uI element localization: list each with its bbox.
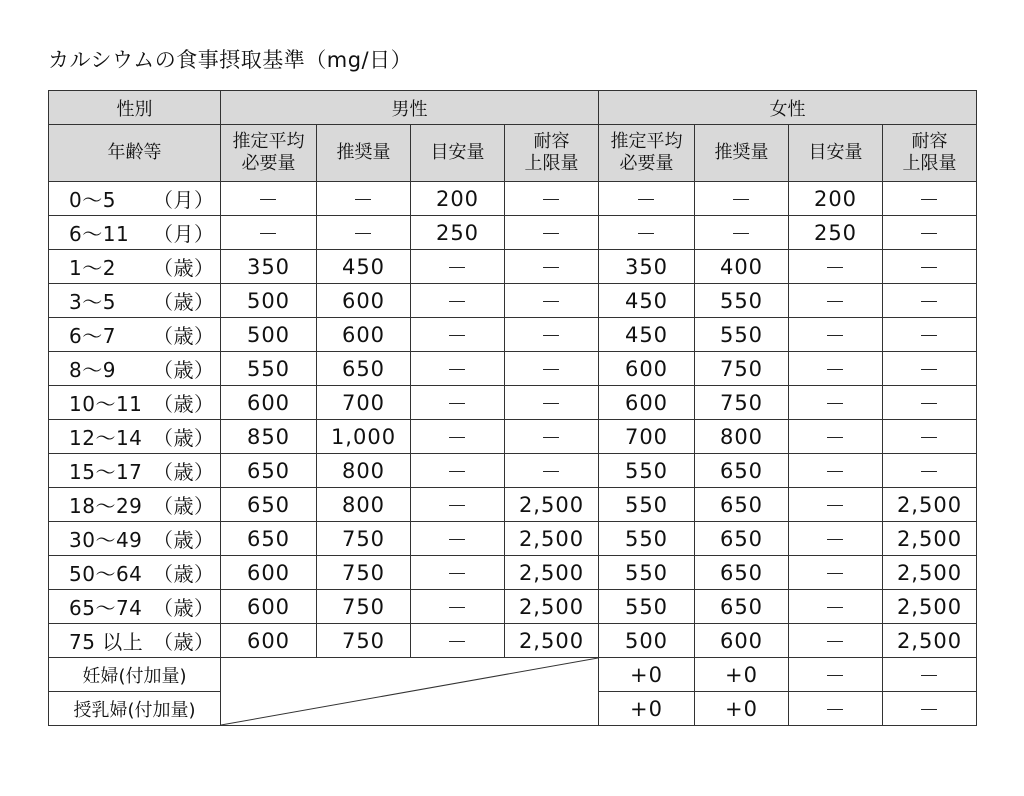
value-cell: － (411, 522, 505, 556)
value-cell: +0 (599, 658, 695, 692)
value-cell: － (789, 318, 883, 352)
value-cell: － (505, 182, 599, 216)
table-row (49, 624, 977, 658)
age-cell (49, 250, 221, 284)
value-cell: 2,500 (883, 624, 977, 658)
value-cell: 450 (317, 250, 411, 284)
age-range: 8～9 (69, 358, 116, 382)
column-header-line: 上限量 (902, 153, 957, 174)
value-cell: 600 (221, 590, 317, 624)
value-cell: 800 (695, 420, 789, 454)
value-cell: － (505, 420, 599, 454)
table-row (49, 556, 977, 590)
value-cell: 550 (599, 590, 695, 624)
value-cell: 800 (317, 454, 411, 488)
value-cell: － (789, 624, 883, 658)
value-cell: － (599, 216, 695, 250)
column-header-line: 耐容 (911, 131, 948, 152)
value-cell: 600 (695, 624, 789, 658)
value-cell: － (411, 488, 505, 522)
table-row (49, 522, 977, 556)
table-row (49, 318, 977, 352)
column-header (411, 125, 505, 182)
age-range: 1～2 (69, 256, 116, 280)
value-cell: 2,500 (505, 488, 599, 522)
value-cell: 650 (695, 556, 789, 590)
value-cell: － (883, 658, 977, 692)
value-cell: － (789, 590, 883, 624)
value-cell: － (883, 284, 977, 318)
value-cell: 550 (695, 284, 789, 318)
age-range: 12～14 (69, 426, 143, 450)
value-cell: 200 (789, 182, 883, 216)
value-cell: － (505, 216, 599, 250)
diagonal-slash (221, 658, 598, 725)
age-unit: （歳） (153, 460, 215, 484)
column-header-line: 推定平均 (610, 131, 683, 152)
age-unit: （月） (153, 188, 215, 212)
value-cell: － (317, 216, 411, 250)
value-cell: 850 (221, 420, 317, 454)
value-cell: － (505, 250, 599, 284)
table-row (49, 352, 977, 386)
age-unit: （歳） (153, 392, 215, 416)
value-cell: 2,500 (883, 488, 977, 522)
value-cell: 750 (317, 590, 411, 624)
value-cell: 250 (789, 216, 883, 250)
value-cell: － (883, 692, 977, 726)
value-cell: － (789, 522, 883, 556)
age-unit: （歳） (153, 324, 215, 348)
age-cell (49, 454, 221, 488)
column-header (883, 125, 977, 182)
value-cell: － (411, 624, 505, 658)
age-cell (49, 318, 221, 352)
value-cell: 750 (317, 624, 411, 658)
value-cell: － (883, 182, 977, 216)
value-cell: 2,500 (505, 624, 599, 658)
value-cell: 650 (695, 522, 789, 556)
value-cell: 500 (221, 318, 317, 352)
value-cell: 400 (695, 250, 789, 284)
value-cell: － (411, 454, 505, 488)
age-unit: （歳） (153, 426, 215, 450)
table-row (49, 386, 977, 420)
value-cell: － (695, 182, 789, 216)
value-cell: 650 (695, 590, 789, 624)
column-header-line: 推奨量 (714, 142, 769, 163)
age-unit: （歳） (153, 528, 215, 552)
value-cell: － (411, 556, 505, 590)
value-cell: 550 (695, 318, 789, 352)
age-unit: （歳） (153, 596, 215, 620)
column-header (221, 125, 317, 182)
value-cell: － (599, 182, 695, 216)
value-cell: － (883, 454, 977, 488)
age-cell (49, 624, 221, 658)
value-cell: － (789, 386, 883, 420)
value-cell: － (411, 420, 505, 454)
age-header: 年齢等 (49, 125, 221, 182)
table-row (49, 590, 977, 624)
value-cell: 750 (695, 386, 789, 420)
age-unit: （歳） (153, 358, 215, 382)
age-range: 18～29 (69, 494, 143, 518)
value-cell: 2,500 (505, 522, 599, 556)
column-header-line: 必要量 (241, 153, 296, 174)
value-cell: +0 (695, 658, 789, 692)
value-cell: 600 (221, 624, 317, 658)
age-range: 30～49 (69, 528, 143, 552)
column-header-line: 推奨量 (336, 142, 391, 163)
value-cell: 2,500 (505, 590, 599, 624)
value-cell: － (411, 318, 505, 352)
age-cell (49, 590, 221, 624)
column-header (505, 125, 599, 182)
column-header-line: 上限量 (524, 153, 579, 174)
table-row (49, 216, 977, 250)
value-cell: 600 (317, 318, 411, 352)
age-cell (49, 352, 221, 386)
age-unit: （歳） (153, 494, 215, 518)
value-cell: 600 (221, 556, 317, 590)
value-cell: +0 (695, 692, 789, 726)
header-row-sex (49, 91, 977, 125)
age-range: 15～17 (69, 460, 143, 484)
value-cell: 650 (317, 352, 411, 386)
value-cell: 750 (317, 522, 411, 556)
value-cell: 2,500 (505, 556, 599, 590)
column-header (599, 125, 695, 182)
age-unit: （歳） (153, 290, 215, 314)
age-cell (49, 420, 221, 454)
group-label-cell: 妊婦(付加量) (49, 658, 221, 692)
value-cell: 200 (411, 182, 505, 216)
value-cell: － (789, 250, 883, 284)
value-cell: 1,000 (317, 420, 411, 454)
table-row (49, 284, 977, 318)
value-cell: 650 (221, 488, 317, 522)
page-title: カルシウムの食事摂取基準（mg/日） (48, 48, 413, 72)
column-header (695, 125, 789, 182)
value-cell: 450 (599, 318, 695, 352)
value-cell: 550 (599, 488, 695, 522)
column-header-line: 目安量 (808, 142, 863, 163)
value-cell: － (789, 420, 883, 454)
value-cell: 650 (221, 522, 317, 556)
age-unit: （歳） (153, 630, 215, 654)
age-unit: （歳） (153, 562, 215, 586)
age-range: 0～5 (69, 188, 116, 212)
value-cell: 450 (599, 284, 695, 318)
value-cell: 600 (599, 386, 695, 420)
age-cell (49, 284, 221, 318)
table-row (49, 250, 977, 284)
value-cell: 2,500 (883, 590, 977, 624)
value-cell: 500 (599, 624, 695, 658)
calcium-intake-table (48, 90, 977, 726)
value-cell: － (505, 386, 599, 420)
value-cell: 700 (317, 386, 411, 420)
value-cell: － (789, 488, 883, 522)
value-cell: 750 (695, 352, 789, 386)
value-cell: － (411, 386, 505, 420)
value-cell: － (883, 216, 977, 250)
value-cell: 650 (695, 454, 789, 488)
value-cell: － (317, 182, 411, 216)
table-row (49, 420, 977, 454)
column-header-line: 耐容 (533, 131, 570, 152)
value-cell: － (883, 352, 977, 386)
value-cell: － (789, 352, 883, 386)
value-cell: － (411, 590, 505, 624)
value-cell: － (789, 556, 883, 590)
age-cell (49, 182, 221, 216)
column-header-line: 推定平均 (232, 131, 305, 152)
age-unit: （歳） (153, 256, 215, 280)
value-cell: － (411, 284, 505, 318)
value-cell: － (883, 250, 977, 284)
value-cell: 650 (221, 454, 317, 488)
value-cell: － (695, 216, 789, 250)
value-cell: － (789, 454, 883, 488)
value-cell: － (505, 454, 599, 488)
age-cell (49, 522, 221, 556)
value-cell: 2,500 (883, 556, 977, 590)
column-header (789, 125, 883, 182)
value-cell: － (505, 318, 599, 352)
female-header: 女性 (599, 91, 977, 125)
group-label-cell: 授乳婦(付加量) (49, 692, 221, 726)
age-range: 10～11 (69, 392, 143, 416)
value-cell: 750 (317, 556, 411, 590)
diagonal-line (221, 658, 598, 725)
age-unit: （月） (153, 222, 215, 246)
value-cell: 550 (221, 352, 317, 386)
age-range: 6～11 (69, 222, 130, 246)
value-cell: － (789, 658, 883, 692)
value-cell: － (505, 352, 599, 386)
value-cell: 500 (221, 284, 317, 318)
value-cell: － (789, 692, 883, 726)
value-cell: 350 (599, 250, 695, 284)
table-row (49, 182, 977, 216)
column-header-line: 目安量 (430, 142, 485, 163)
value-cell: 250 (411, 216, 505, 250)
age-cell (49, 386, 221, 420)
value-cell: － (411, 352, 505, 386)
age-range: 50～64 (69, 562, 143, 586)
age-range: 75 以上 (69, 630, 144, 654)
sex-header: 性別 (49, 91, 221, 125)
table-row (49, 488, 977, 522)
age-range: 65～74 (69, 596, 143, 620)
value-cell: 600 (221, 386, 317, 420)
value-cell: 700 (599, 420, 695, 454)
value-cell: 800 (317, 488, 411, 522)
value-cell: 550 (599, 522, 695, 556)
age-range: 3～5 (69, 290, 116, 314)
age-cell (49, 488, 221, 522)
value-cell: +0 (599, 692, 695, 726)
value-cell: － (221, 216, 317, 250)
value-cell: － (221, 182, 317, 216)
value-cell: 2,500 (883, 522, 977, 556)
value-cell: － (411, 250, 505, 284)
age-cell (49, 216, 221, 250)
male-header: 男性 (221, 91, 599, 125)
not-applicable-cell (221, 658, 599, 726)
value-cell: － (883, 420, 977, 454)
column-header-line: 必要量 (619, 153, 674, 174)
age-range: 6～7 (69, 324, 116, 348)
table-row (49, 454, 977, 488)
age-cell (49, 556, 221, 590)
value-cell: 550 (599, 454, 695, 488)
value-cell: 600 (599, 352, 695, 386)
value-cell: 350 (221, 250, 317, 284)
value-cell: － (789, 284, 883, 318)
value-cell: 600 (317, 284, 411, 318)
column-header (317, 125, 411, 182)
value-cell: 650 (695, 488, 789, 522)
header-row-columns (49, 125, 977, 182)
value-cell: － (883, 318, 977, 352)
value-cell: 550 (599, 556, 695, 590)
table-row (49, 658, 977, 692)
value-cell: － (505, 284, 599, 318)
value-cell: － (883, 386, 977, 420)
